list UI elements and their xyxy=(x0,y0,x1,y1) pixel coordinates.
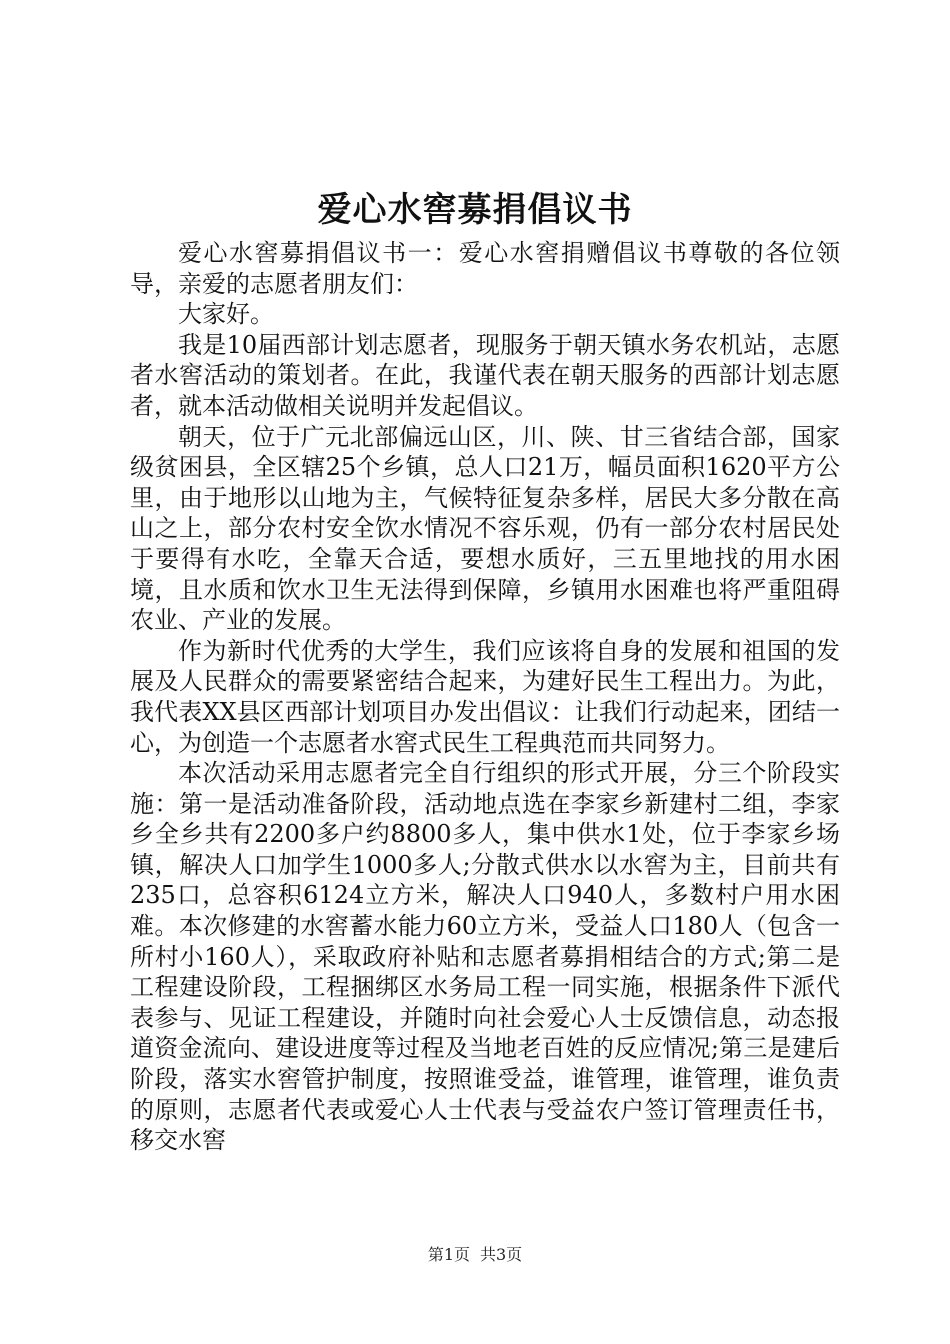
paragraph-introduction: 我是10届西部计划志愿者，现服务于朝天镇水务农机站，志愿者水窖活动的策划者。在此，我谨代表在朝天服务的西部计划志愿者，就本活动做相关说明并发起倡议。 xyxy=(130,330,840,420)
page-footer xyxy=(0,1243,950,1267)
paragraph-appeal: 作为新时代优秀的大学生，我们应该将自身的发展和祖国的发展及人民群众的需要紧密结合起来，为建好民生工程出力。为此，我代表XX县区西部计划项目办发出倡议：让我们行动起来，团结一心，为创造一个志愿者水窖式民生工程典范而共同努力。 xyxy=(130,636,840,757)
paragraph-implementation: 本次活动采用志愿者完全自行组织的形式开展，分三个阶段实施：第一是活动准备阶段，活动地点选在李家乡新建村二组，李家乡全乡共有2200多户约8800多人，集中供水1处，位于李家乡场镇，解决人口加学生1000多人;分散式供水以水窖为主，目前共有235口，总容积6124立方米，解决人口940人，多数村户用水困难。本次修建的水窖蓄水能力60立方米，受益人口180人（包含一所村小160人），采取政府补贴和志愿者募捐相结合的方式;第二是工程建设阶段，工程捆绑区水务局工程一同实施，根据条件下派代表参与、见证工程建设，并随时向社会爱心人士反馈信息，动态报道资金流向、建设进度等过程及当地老百姓的反应情况;第三是建后阶段，落实水窖管护制度，按照谁受益，谁管理，谁管理，谁负责的原则，志愿者代表或爱心人士代表与受益农户签订管理责任书，移交水窖 xyxy=(130,759,840,1155)
paragraph-greeting: 爱心水窖募捐倡议书一：爱心水窖捐赠倡议书尊敬的各位领导，亲爱的志愿者朋友们： xyxy=(130,239,840,298)
paragraph-background: 朝天，位于广元北部偏远山区，川、陕、甘三省结合部，国家级贫困县，全区辖25个乡镇，总人口21万，幅员面积1620平方公里，由于地形以山地为主，气候特征复杂多样，居民大多分散在高山之上，部分农村安全饮水情况不容乐观，仍有一部分农村居民处于要得有水吃，全靠天合适，要想水质好，三五里地找的用水困境，且水质和饮水卫生无法得到保障，乡镇用水困难也将严重阻碍农业、产业的发展。 xyxy=(130,422,840,635)
document-title: 爱心水窖募捐倡议书 xyxy=(317,190,633,230)
paragraph-hello: 大家好。 xyxy=(178,300,274,329)
document-body xyxy=(130,238,840,1156)
page-total: 共3页 xyxy=(480,1245,523,1264)
page-number: 第1页 xyxy=(427,1245,470,1264)
